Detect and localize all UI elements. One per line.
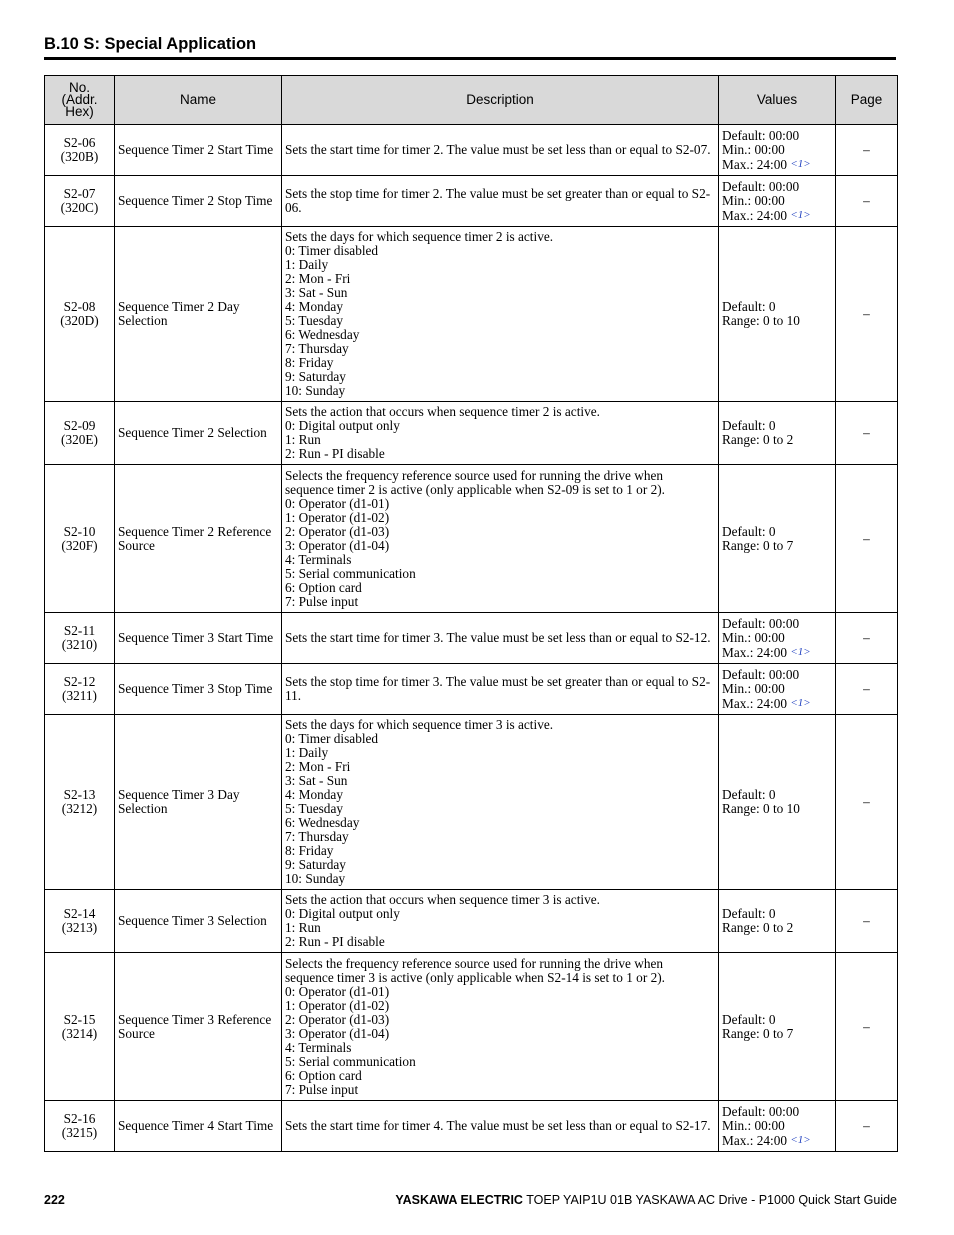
option-item: 0: Digital output only (285, 906, 400, 921)
option-item: 8: Friday (285, 843, 334, 858)
parameter-page: – (836, 715, 898, 890)
default-value: Default: 0 (722, 1011, 776, 1027)
value-max-line (722, 696, 832, 711)
parameter-values (719, 1101, 836, 1152)
parameter-address: (3211) (62, 688, 97, 703)
parameter-address: (3213) (61, 920, 98, 935)
option-item: 3: Sat - Sun (285, 285, 348, 300)
parameter-values (719, 402, 836, 465)
option-item: 6: Wednesday (285, 815, 360, 830)
parameter-address: (3212) (61, 801, 98, 816)
option-item: 2: Operator (d1-03) (285, 1011, 390, 1027)
value-range: Range: 0 to 10 (722, 801, 800, 816)
value-range: Range: 0 to 2 (722, 920, 794, 935)
parameter-name: Sequence Timer 2 Day Selection (115, 227, 282, 402)
parameter-description (282, 227, 719, 402)
parameter-description (282, 613, 719, 664)
parameter-name: Sequence Timer 3 Reference Source (115, 953, 282, 1101)
footnote-reference-link[interactable]: <1> (790, 208, 811, 221)
table-row (45, 664, 898, 715)
default-value: Default: 0 (722, 906, 776, 921)
value-max-line (722, 157, 832, 172)
parameter-number: S2-07 (63, 186, 96, 201)
table-row (45, 176, 898, 227)
description-text: Sets the start time for timer 3. The value must be set less than or equal to S2-12. (285, 630, 711, 645)
parameter-number-cell (45, 465, 115, 613)
parameter-number-cell (45, 227, 115, 402)
table-header-row (45, 76, 898, 125)
parameter-number: S2-10 (63, 523, 96, 539)
option-item: 2: Mon - Fri (285, 271, 351, 286)
option-item: 1: Daily (285, 745, 329, 760)
header-page: Page (836, 76, 898, 125)
option-item: 0: Timer disabled (285, 243, 379, 258)
parameter-number: S2-08 (63, 299, 96, 314)
value-max-line (722, 1133, 832, 1148)
option-item: 5: Serial communication (285, 565, 416, 581)
parameter-description (282, 465, 719, 613)
value-range: Min.: 00:00 (722, 141, 785, 157)
parameter-page: – (836, 613, 898, 664)
header-values: Values (719, 76, 836, 125)
parameter-number: S2-06 (63, 135, 96, 150)
default-value: Default: 0 (722, 787, 776, 802)
value-range: Range: 0 to 7 (722, 1025, 794, 1041)
parameter-values (719, 715, 836, 890)
parameter-number-cell (45, 664, 115, 715)
option-item: 7: Thursday (285, 341, 349, 356)
value-range: Min.: 00:00 (722, 192, 785, 208)
value-max: Max.: 24:00 (722, 644, 788, 660)
option-item: 4: Terminals (285, 551, 352, 567)
parameter-address: (3215) (61, 1125, 98, 1140)
default-value: Default: 00:00 (722, 1103, 800, 1119)
parameter-number-cell (45, 890, 115, 953)
parameter-number-cell (45, 613, 115, 664)
parameter-name: Sequence Timer 2 Selection (115, 402, 282, 465)
option-item: 6: Option card (285, 579, 362, 595)
parameter-page: – (836, 890, 898, 953)
default-value: Default: 0 (722, 418, 776, 433)
table-row (45, 613, 898, 664)
parameter-number-cell (45, 125, 115, 176)
value-max: Max.: 24:00 (722, 156, 788, 172)
option-item: 2: Run - PI disable (285, 446, 385, 461)
description-text: Selects the frequency reference source used for running the drive when sequence timer 3 is active (only applicable when S2-14 is set to 1 or 2). (285, 955, 665, 985)
option-item: 0: Operator (d1-01) (285, 983, 390, 999)
table-row (45, 890, 898, 953)
table-row (45, 1101, 898, 1152)
option-item: 7: Pulse input (285, 593, 359, 609)
table-row (45, 125, 898, 176)
parameter-address: (320F) (61, 537, 98, 553)
parameter-page: – (836, 1101, 898, 1152)
parameter-values (719, 465, 836, 613)
option-item: 4: Monday (285, 299, 343, 314)
parameter-address: (3210) (61, 637, 98, 652)
parameter-number: S2-14 (63, 906, 96, 921)
parameter-page: – (836, 125, 898, 176)
default-value: Default: 0 (722, 523, 776, 539)
parameter-name: Sequence Timer 3 Day Selection (115, 715, 282, 890)
parameter-name: Sequence Timer 2 Start Time (115, 125, 282, 176)
option-item: 5: Tuesday (285, 801, 344, 816)
table-row (45, 402, 898, 465)
parameter-page: – (836, 227, 898, 402)
option-item: 5: Tuesday (285, 313, 344, 328)
parameter-number: S2-12 (63, 674, 96, 689)
parameter-page: – (836, 176, 898, 227)
option-item: 1: Operator (d1-02) (285, 997, 390, 1013)
description-text: Sets the stop time for timer 2. The value must be set greater than or equal to S2-06. (285, 186, 711, 215)
option-item: 1: Run (285, 432, 321, 447)
value-max-line (722, 645, 832, 660)
parameter-name: Sequence Timer 3 Stop Time (115, 664, 282, 715)
parameter-description (282, 125, 719, 176)
option-item: 0: Timer disabled (285, 731, 379, 746)
option-item: 4: Terminals (285, 1039, 352, 1055)
option-item: 8: Friday (285, 355, 334, 370)
section-title: B.10 S: Special Application (44, 35, 896, 60)
default-value: Default: 00:00 (722, 666, 800, 682)
default-value: Default: 0 (722, 299, 776, 314)
parameter-values (719, 125, 836, 176)
option-item: 2: Operator (d1-03) (285, 523, 390, 539)
parameter-number: S2-13 (63, 787, 96, 802)
table-row (45, 465, 898, 613)
parameter-values (719, 890, 836, 953)
parameter-name: Sequence Timer 2 Stop Time (115, 176, 282, 227)
description-text: Sets the stop time for timer 3. The value must be set greater than or equal to S2-11. (285, 674, 711, 703)
footnote-reference-link[interactable]: <1> (790, 645, 811, 658)
option-item: 1: Run (285, 920, 321, 935)
parameter-values (719, 176, 836, 227)
default-value: Default: 00:00 (722, 127, 800, 143)
parameter-number: S2-09 (63, 418, 96, 433)
table-row (45, 953, 898, 1101)
parameter-values (719, 664, 836, 715)
header-name: Name (115, 76, 282, 125)
table-row (45, 715, 898, 890)
parameter-address: (320C) (60, 200, 99, 215)
description-text: Sets the action that occurs when sequence timer 3 is active. (285, 892, 600, 907)
parameter-name: Sequence Timer 2 Reference Source (115, 465, 282, 613)
value-max: Max.: 24:00 (722, 207, 788, 223)
table-row (45, 227, 898, 402)
parameter-name: Sequence Timer 4 Start Time (115, 1101, 282, 1152)
parameter-description (282, 953, 719, 1101)
option-item: 2: Run - PI disable (285, 934, 385, 949)
parameter-values (719, 613, 836, 664)
parameter-page: – (836, 664, 898, 715)
value-max: Max.: 24:00 (722, 695, 788, 711)
option-item: 5: Serial communication (285, 1053, 416, 1069)
parameter-number-cell (45, 715, 115, 890)
option-item: 9: Saturday (285, 857, 346, 872)
option-item: 3: Operator (d1-04) (285, 1025, 390, 1041)
header-no: No. (Addr. Hex) (45, 76, 115, 125)
description-text: Sets the start time for timer 2. The value must be set less than or equal to S2-07. (285, 142, 711, 157)
default-value: Default: 00:00 (722, 615, 800, 631)
description-text: Selects the frequency reference source used for running the drive when sequence timer 2 is active (only applicable when S2-09 is set to 1 or 2). (285, 467, 665, 497)
footer-brand: YASKAWA ELECTRIC (395, 1193, 523, 1207)
value-range: Min.: 00:00 (722, 1117, 785, 1133)
parameter-page: – (836, 953, 898, 1101)
value-range: Range: 0 to 10 (722, 313, 800, 328)
option-item: 1: Daily (285, 257, 329, 272)
value-range: Min.: 00:00 (722, 680, 785, 696)
parameter-description (282, 402, 719, 465)
parameter-description (282, 715, 719, 890)
parameter-address: (3214) (61, 1025, 98, 1041)
option-item: 1: Operator (d1-02) (285, 509, 390, 525)
parameter-table (44, 75, 898, 1152)
option-item: 10: Sunday (285, 383, 346, 398)
footnote-reference-link[interactable]: <1> (790, 1133, 811, 1146)
option-item: 4: Monday (285, 787, 343, 802)
parameter-number: S2-15 (63, 1011, 96, 1027)
parameter-name: Sequence Timer 3 Start Time (115, 613, 282, 664)
value-range: Range: 0 to 2 (722, 432, 794, 447)
page-number: 222 (44, 1193, 65, 1207)
value-max-line (722, 208, 832, 223)
parameter-description (282, 664, 719, 715)
description-text: Sets the days for which sequence timer 3 is active. (285, 717, 554, 732)
parameter-description (282, 890, 719, 953)
description-text: Sets the days for which sequence timer 2 is active. (285, 229, 554, 244)
parameter-number: S2-11 (63, 623, 96, 638)
value-range: Min.: 00:00 (722, 629, 785, 645)
parameter-values (719, 953, 836, 1101)
value-max: Max.: 24:00 (722, 1132, 788, 1148)
option-item: 0: Operator (d1-01) (285, 495, 390, 511)
parameter-description (282, 1101, 719, 1152)
default-value: Default: 00:00 (722, 178, 800, 194)
parameter-address: (320B) (60, 149, 99, 164)
footnote-reference-link[interactable]: <1> (790, 157, 811, 170)
parameter-page: – (836, 402, 898, 465)
option-item: 9: Saturday (285, 369, 346, 384)
parameter-values (719, 227, 836, 402)
description-text: Sets the action that occurs when sequence timer 2 is active. (285, 404, 600, 419)
value-range: Range: 0 to 7 (722, 537, 794, 553)
parameter-name: Sequence Timer 3 Selection (115, 890, 282, 953)
option-item: 3: Sat - Sun (285, 773, 348, 788)
option-item: 7: Thursday (285, 829, 349, 844)
parameter-number-cell (45, 1101, 115, 1152)
option-item: 6: Wednesday (285, 327, 360, 342)
parameter-number-cell (45, 176, 115, 227)
parameter-address: (320E) (61, 432, 98, 447)
footer-doc-info (395, 1193, 897, 1207)
parameter-number-cell (45, 953, 115, 1101)
parameter-address: (320D) (60, 313, 99, 328)
header-description: Description (282, 76, 719, 125)
footnote-reference-link[interactable]: <1> (790, 696, 811, 709)
option-item: 3: Operator (d1-04) (285, 537, 390, 553)
description-text: Sets the start time for timer 4. The value must be set less than or equal to S2-17. (285, 1118, 711, 1133)
option-item: 2: Mon - Fri (285, 759, 351, 774)
option-item: 10: Sunday (285, 871, 346, 886)
option-item: 0: Digital output only (285, 418, 400, 433)
parameter-number: S2-16 (63, 1111, 96, 1126)
option-item: 6: Option card (285, 1067, 362, 1083)
parameter-page: – (836, 465, 898, 613)
parameter-description (282, 176, 719, 227)
option-item: 7: Pulse input (285, 1081, 359, 1097)
parameter-number-cell (45, 402, 115, 465)
footer-doc-title: TOEP YAIP1U 01B YASKAWA AC Drive - P1000 Quick Start Guide (526, 1193, 897, 1207)
